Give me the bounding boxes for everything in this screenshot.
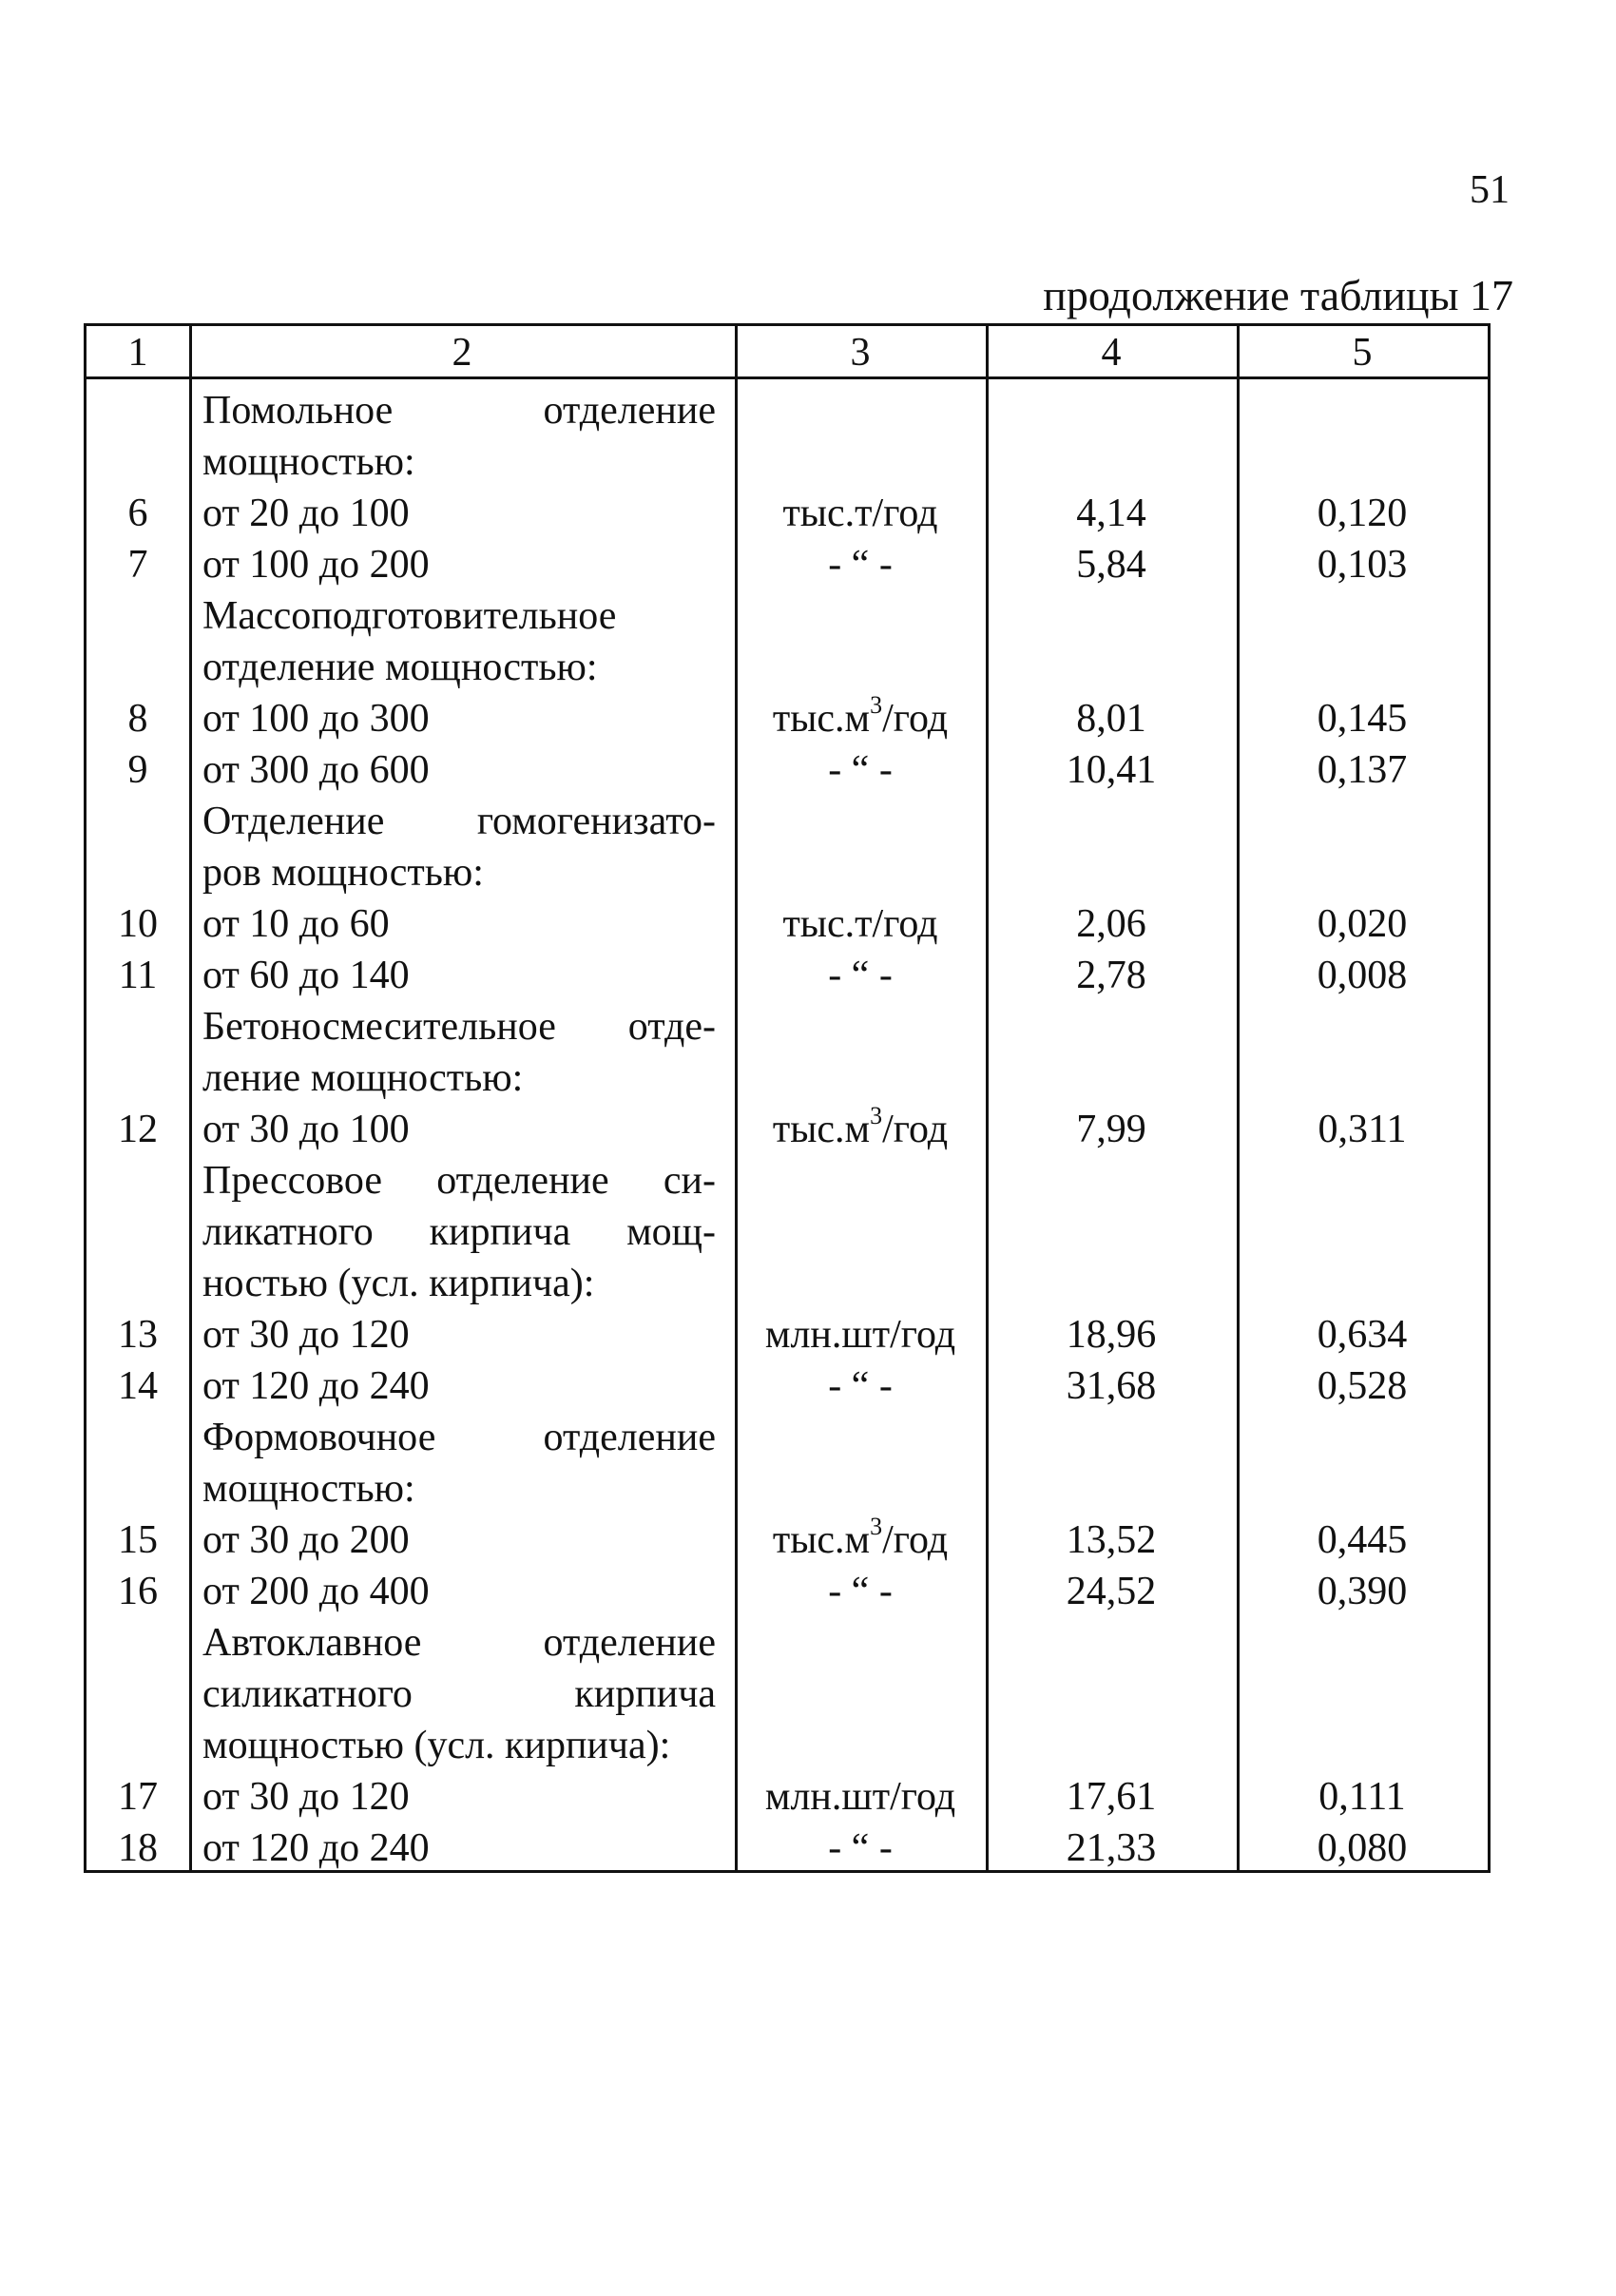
header-col-1: 1 bbox=[127, 331, 148, 375]
row-description: от 120 до 240 bbox=[202, 1364, 430, 1408]
unit-exponent: 3 bbox=[870, 1102, 883, 1129]
row-number: 10 bbox=[118, 902, 158, 946]
row-unit: - “ - bbox=[828, 1364, 893, 1408]
description-word: Прессовое bbox=[202, 1159, 382, 1203]
row-number: 8 bbox=[127, 697, 148, 741]
description-word: Помольное bbox=[202, 389, 394, 433]
row-number: 18 bbox=[118, 1826, 158, 1870]
row-value-col5: 0,634 bbox=[1317, 1313, 1408, 1357]
header-col-4: 4 bbox=[1101, 331, 1122, 375]
row-unit: - “ - bbox=[828, 1570, 893, 1613]
description-word: Бетоносмесительное bbox=[202, 1005, 556, 1049]
row-value-col5: 0,445 bbox=[1317, 1518, 1408, 1562]
row-description: ров мощностью: bbox=[202, 851, 484, 895]
description-word: силикатного bbox=[202, 1672, 413, 1716]
data-table bbox=[84, 323, 1491, 1873]
row-value-col4: 21,33 bbox=[1066, 1826, 1157, 1870]
row-value-col5: 0,528 bbox=[1317, 1364, 1408, 1408]
description-word: Отделение bbox=[202, 800, 385, 843]
row-description bbox=[202, 796, 716, 847]
row-value-col5: 0,020 bbox=[1317, 902, 1408, 946]
description-word: гомогенизато- bbox=[476, 800, 716, 843]
row-unit bbox=[735, 1515, 986, 1566]
row-description: от 10 до 60 bbox=[202, 902, 390, 946]
unit-base: тыс.м bbox=[772, 697, 871, 741]
row-value-col5: 0,103 bbox=[1317, 543, 1408, 587]
description-word: Автоклавное bbox=[202, 1621, 422, 1665]
row-value-col5: 0,137 bbox=[1317, 748, 1408, 792]
row-number: 16 bbox=[118, 1570, 158, 1613]
description-word: кирпича bbox=[429, 1210, 571, 1254]
row-unit bbox=[735, 1104, 986, 1155]
row-description: от 200 до 400 bbox=[202, 1570, 430, 1613]
unit-base: тыс.м bbox=[772, 1518, 871, 1562]
row-description: от 300 до 600 bbox=[202, 748, 430, 792]
row-description: ностью (усл. кирпича): bbox=[202, 1262, 595, 1305]
row-value-col5: 0,111 bbox=[1318, 1775, 1406, 1819]
description-word: отде- bbox=[627, 1005, 716, 1049]
row-description: мощностью: bbox=[202, 440, 415, 484]
page-number: 51 bbox=[1470, 168, 1510, 212]
unit-exponent: 3 bbox=[870, 1513, 883, 1540]
row-description bbox=[202, 1669, 716, 1720]
unit-base: тыс.м bbox=[772, 1108, 871, 1151]
row-value-col5: 0,120 bbox=[1317, 492, 1408, 535]
header-col-2: 2 bbox=[452, 331, 472, 375]
header-col-5: 5 bbox=[1352, 331, 1373, 375]
description-word: кирпича bbox=[574, 1672, 716, 1716]
description-word: ликатного bbox=[202, 1210, 374, 1254]
row-number: 17 bbox=[118, 1775, 158, 1819]
row-unit: млн.шт/год bbox=[764, 1775, 956, 1819]
table-caption: продолжение таблицы 17 bbox=[1043, 271, 1513, 319]
row-unit: тыс.т/год bbox=[782, 492, 938, 535]
row-description bbox=[202, 1412, 716, 1463]
description-word: мощ- bbox=[626, 1210, 716, 1254]
row-unit: тыс.т/год bbox=[782, 902, 938, 946]
row-value-col4: 10,41 bbox=[1066, 748, 1157, 792]
row-unit: - “ - bbox=[828, 954, 893, 997]
row-value-col4: 31,68 bbox=[1066, 1364, 1157, 1408]
row-description bbox=[202, 1001, 716, 1052]
description-word: отделение bbox=[436, 1159, 609, 1203]
row-description bbox=[202, 1206, 716, 1258]
row-description: от 20 до 100 bbox=[202, 492, 410, 535]
row-unit: - “ - bbox=[828, 543, 893, 587]
row-description: от 30 до 120 bbox=[202, 1313, 410, 1357]
unit-suffix: /год bbox=[882, 697, 949, 741]
row-value-col4: 13,52 bbox=[1066, 1518, 1157, 1562]
table-header-row bbox=[87, 326, 1488, 379]
row-description: отделение мощностью: bbox=[202, 646, 598, 689]
row-number: 9 bbox=[127, 748, 148, 792]
row-number: 13 bbox=[118, 1313, 158, 1357]
row-description bbox=[202, 1155, 716, 1206]
description-word: отделение bbox=[543, 389, 716, 433]
row-value-col4: 5,84 bbox=[1076, 543, 1146, 587]
row-description: ление мощностью: bbox=[202, 1056, 524, 1100]
unit-suffix: /год bbox=[882, 1108, 949, 1151]
row-description: от 30 до 200 bbox=[202, 1518, 410, 1562]
row-number: 15 bbox=[118, 1518, 158, 1562]
unit-suffix: /год bbox=[882, 1518, 949, 1562]
row-description: от 120 до 240 bbox=[202, 1826, 430, 1870]
row-description: от 100 до 200 bbox=[202, 543, 430, 587]
row-number: 12 bbox=[118, 1108, 158, 1151]
row-value-col4: 2,06 bbox=[1076, 902, 1146, 946]
row-number: 11 bbox=[118, 954, 158, 997]
unit-exponent: 3 bbox=[870, 691, 883, 719]
description-word: си- bbox=[663, 1159, 716, 1203]
row-description: Массоподготовительное bbox=[202, 594, 617, 638]
row-description bbox=[202, 385, 716, 436]
column-divider bbox=[189, 326, 192, 1870]
row-description: от 100 до 300 bbox=[202, 697, 430, 741]
row-description bbox=[202, 1617, 716, 1669]
description-word: отделение bbox=[543, 1621, 716, 1665]
row-description: мощностью (усл. кирпича): bbox=[202, 1724, 671, 1767]
row-number: 6 bbox=[127, 492, 148, 535]
row-unit: - “ - bbox=[828, 748, 893, 792]
header-col-3: 3 bbox=[850, 331, 871, 375]
row-description: мощностью: bbox=[202, 1467, 415, 1511]
row-value-col5: 0,145 bbox=[1317, 697, 1408, 741]
description-word: отделение bbox=[543, 1416, 716, 1459]
row-value-col4: 2,78 bbox=[1076, 954, 1146, 997]
row-value-col5: 0,390 bbox=[1317, 1570, 1408, 1613]
row-value-col4: 8,01 bbox=[1076, 697, 1146, 741]
row-value-col4: 7,99 bbox=[1076, 1108, 1146, 1151]
row-unit: - “ - bbox=[828, 1826, 893, 1870]
row-unit bbox=[735, 693, 986, 744]
row-description: от 30 до 120 bbox=[202, 1775, 410, 1819]
row-number: 7 bbox=[127, 543, 148, 587]
description-word: Формовочное bbox=[202, 1416, 436, 1459]
row-value-col4: 4,14 bbox=[1076, 492, 1146, 535]
row-number: 14 bbox=[118, 1364, 158, 1408]
row-description: от 30 до 100 bbox=[202, 1108, 410, 1151]
row-value-col5: 0,311 bbox=[1318, 1108, 1407, 1151]
row-value-col4: 24,52 bbox=[1066, 1570, 1157, 1613]
row-unit: млн.шт/год bbox=[764, 1313, 956, 1357]
row-value-col5: 0,008 bbox=[1317, 954, 1408, 997]
row-value-col4: 18,96 bbox=[1066, 1313, 1157, 1357]
row-description: от 60 до 140 bbox=[202, 954, 410, 997]
row-value-col5: 0,080 bbox=[1317, 1826, 1408, 1870]
row-value-col4: 17,61 bbox=[1066, 1775, 1157, 1819]
